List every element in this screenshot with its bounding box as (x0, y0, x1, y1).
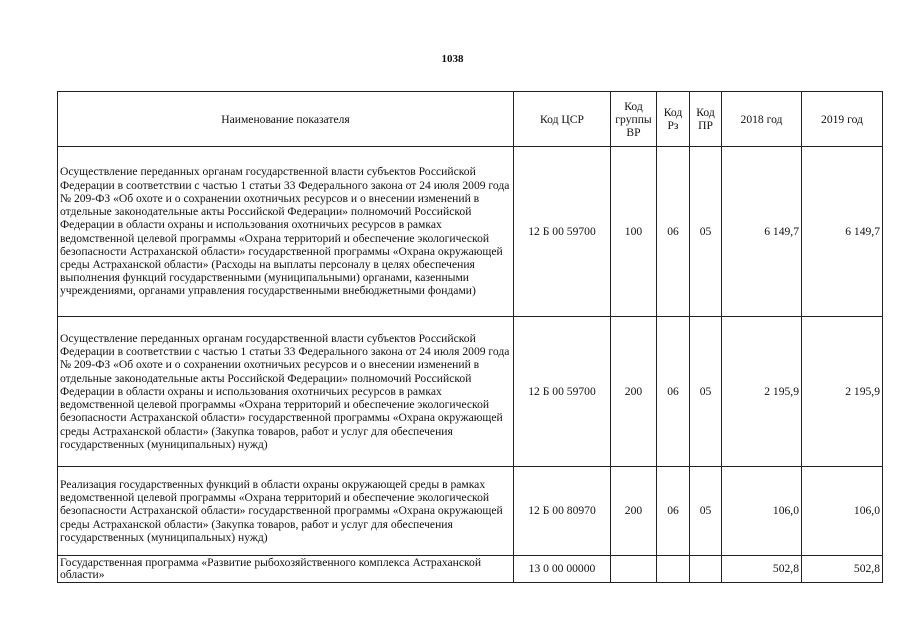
row-pr: 05 (690, 147, 722, 317)
table-row (58, 317, 883, 467)
row-vr: 200 (611, 317, 657, 467)
row-rz: 06 (657, 317, 690, 467)
row-rz: 06 (657, 147, 690, 317)
row-csr: 12 Б 00 59700 (514, 317, 611, 467)
row-2019: 6 149,7 (802, 147, 883, 317)
row-2018: 502,8 (722, 556, 802, 583)
row-name: Государственная программа «Развитие рыбохозяйственного комплекса Астраханской области» (58, 556, 514, 583)
row-name: Осуществление переданных органам государственной власти субъектов Российской Федерации в соответствии с частью 1 статьи 33 Федерального закона от 24 июля 2009 года № 209-ФЗ «Об охоте и о сохранении охотничьих ресурсов и о внесении изменений в отдельные законодательные акты Российской Федерации» полномочий Российской Федерации в области охраны и использования охотничьих ресурсов в рамках ведомственной целевой программы «Охрана территорий и обеспечение экологической безопасности Астраханской области» государственной программы «Охрана окружающей среды Астраханской области» (Закупка товаров, работ и услуг для обеспечения государственных (муниципальных) нужд) (58, 317, 514, 467)
row-pr: 05 (690, 467, 722, 556)
row-2019: 502,8 (802, 556, 883, 583)
header-rz: Код Рз (657, 92, 690, 147)
header-name: Наименование показателя (58, 92, 514, 147)
table-header-row (58, 92, 883, 147)
row-name: Реализация государственных функций в области охраны окружающей среды в рамках ведомственной целевой программы «Охрана территорий и обеспечение экологической безопасности Астраханской области» государственной программы «Охрана окружающей среды Астраханской области» (Закупка товаров, работ и услуг для обеспечения государственных (муниципальных) нужд) (58, 467, 514, 556)
row-rz: 06 (657, 467, 690, 556)
row-pr: 05 (690, 317, 722, 467)
row-2018: 2 195,9 (722, 317, 802, 467)
row-2019: 106,0 (802, 467, 883, 556)
row-2018: 6 149,7 (722, 147, 802, 317)
row-csr: 12 Б 00 59700 (514, 147, 611, 317)
header-vr: Код группы ВР (611, 92, 657, 147)
row-2019: 2 195,9 (802, 317, 883, 467)
table-row (58, 556, 883, 583)
page-number: 1038 (441, 53, 464, 65)
row-pr (690, 556, 722, 583)
row-vr: 200 (611, 467, 657, 556)
table-row (58, 467, 883, 556)
row-rz (657, 556, 690, 583)
row-name: Осуществление переданных органам государственной власти субъектов Российской Федерации в соответствии с частью 1 статьи 33 Федерального закона от 24 июля 2009 года № 209-ФЗ «Об охоте и о сохранении охотничьих ресурсов и о внесении изменений в отдельные законодательные акты Российской Федерации» полномочий Российской Федерации в области охраны и использования охотничьих ресурсов в рамках ведомственной целевой программы «Охрана территорий и обеспечение экологической безопасности Астраханской области» государственной программы «Охрана окружающей среды Астраханской области» (Расходы на выплаты персоналу в целях обеспечения выполнения функций государственными (муниципальными) органами, казенными учреждениями, органами управления государственными внебюджетными фондами) (58, 147, 514, 317)
row-vr (611, 556, 657, 583)
header-2018: 2018 год (722, 92, 802, 147)
header-pr: Код ПР (690, 92, 722, 147)
table-row (58, 147, 883, 317)
row-csr: 12 Б 00 80970 (514, 467, 611, 556)
budget-table (57, 91, 883, 583)
header-csr: Код ЦСР (514, 92, 611, 147)
header-2019: 2019 год (802, 92, 883, 147)
row-vr: 100 (611, 147, 657, 317)
row-csr: 13 0 00 00000 (514, 556, 611, 583)
row-2018: 106,0 (722, 467, 802, 556)
